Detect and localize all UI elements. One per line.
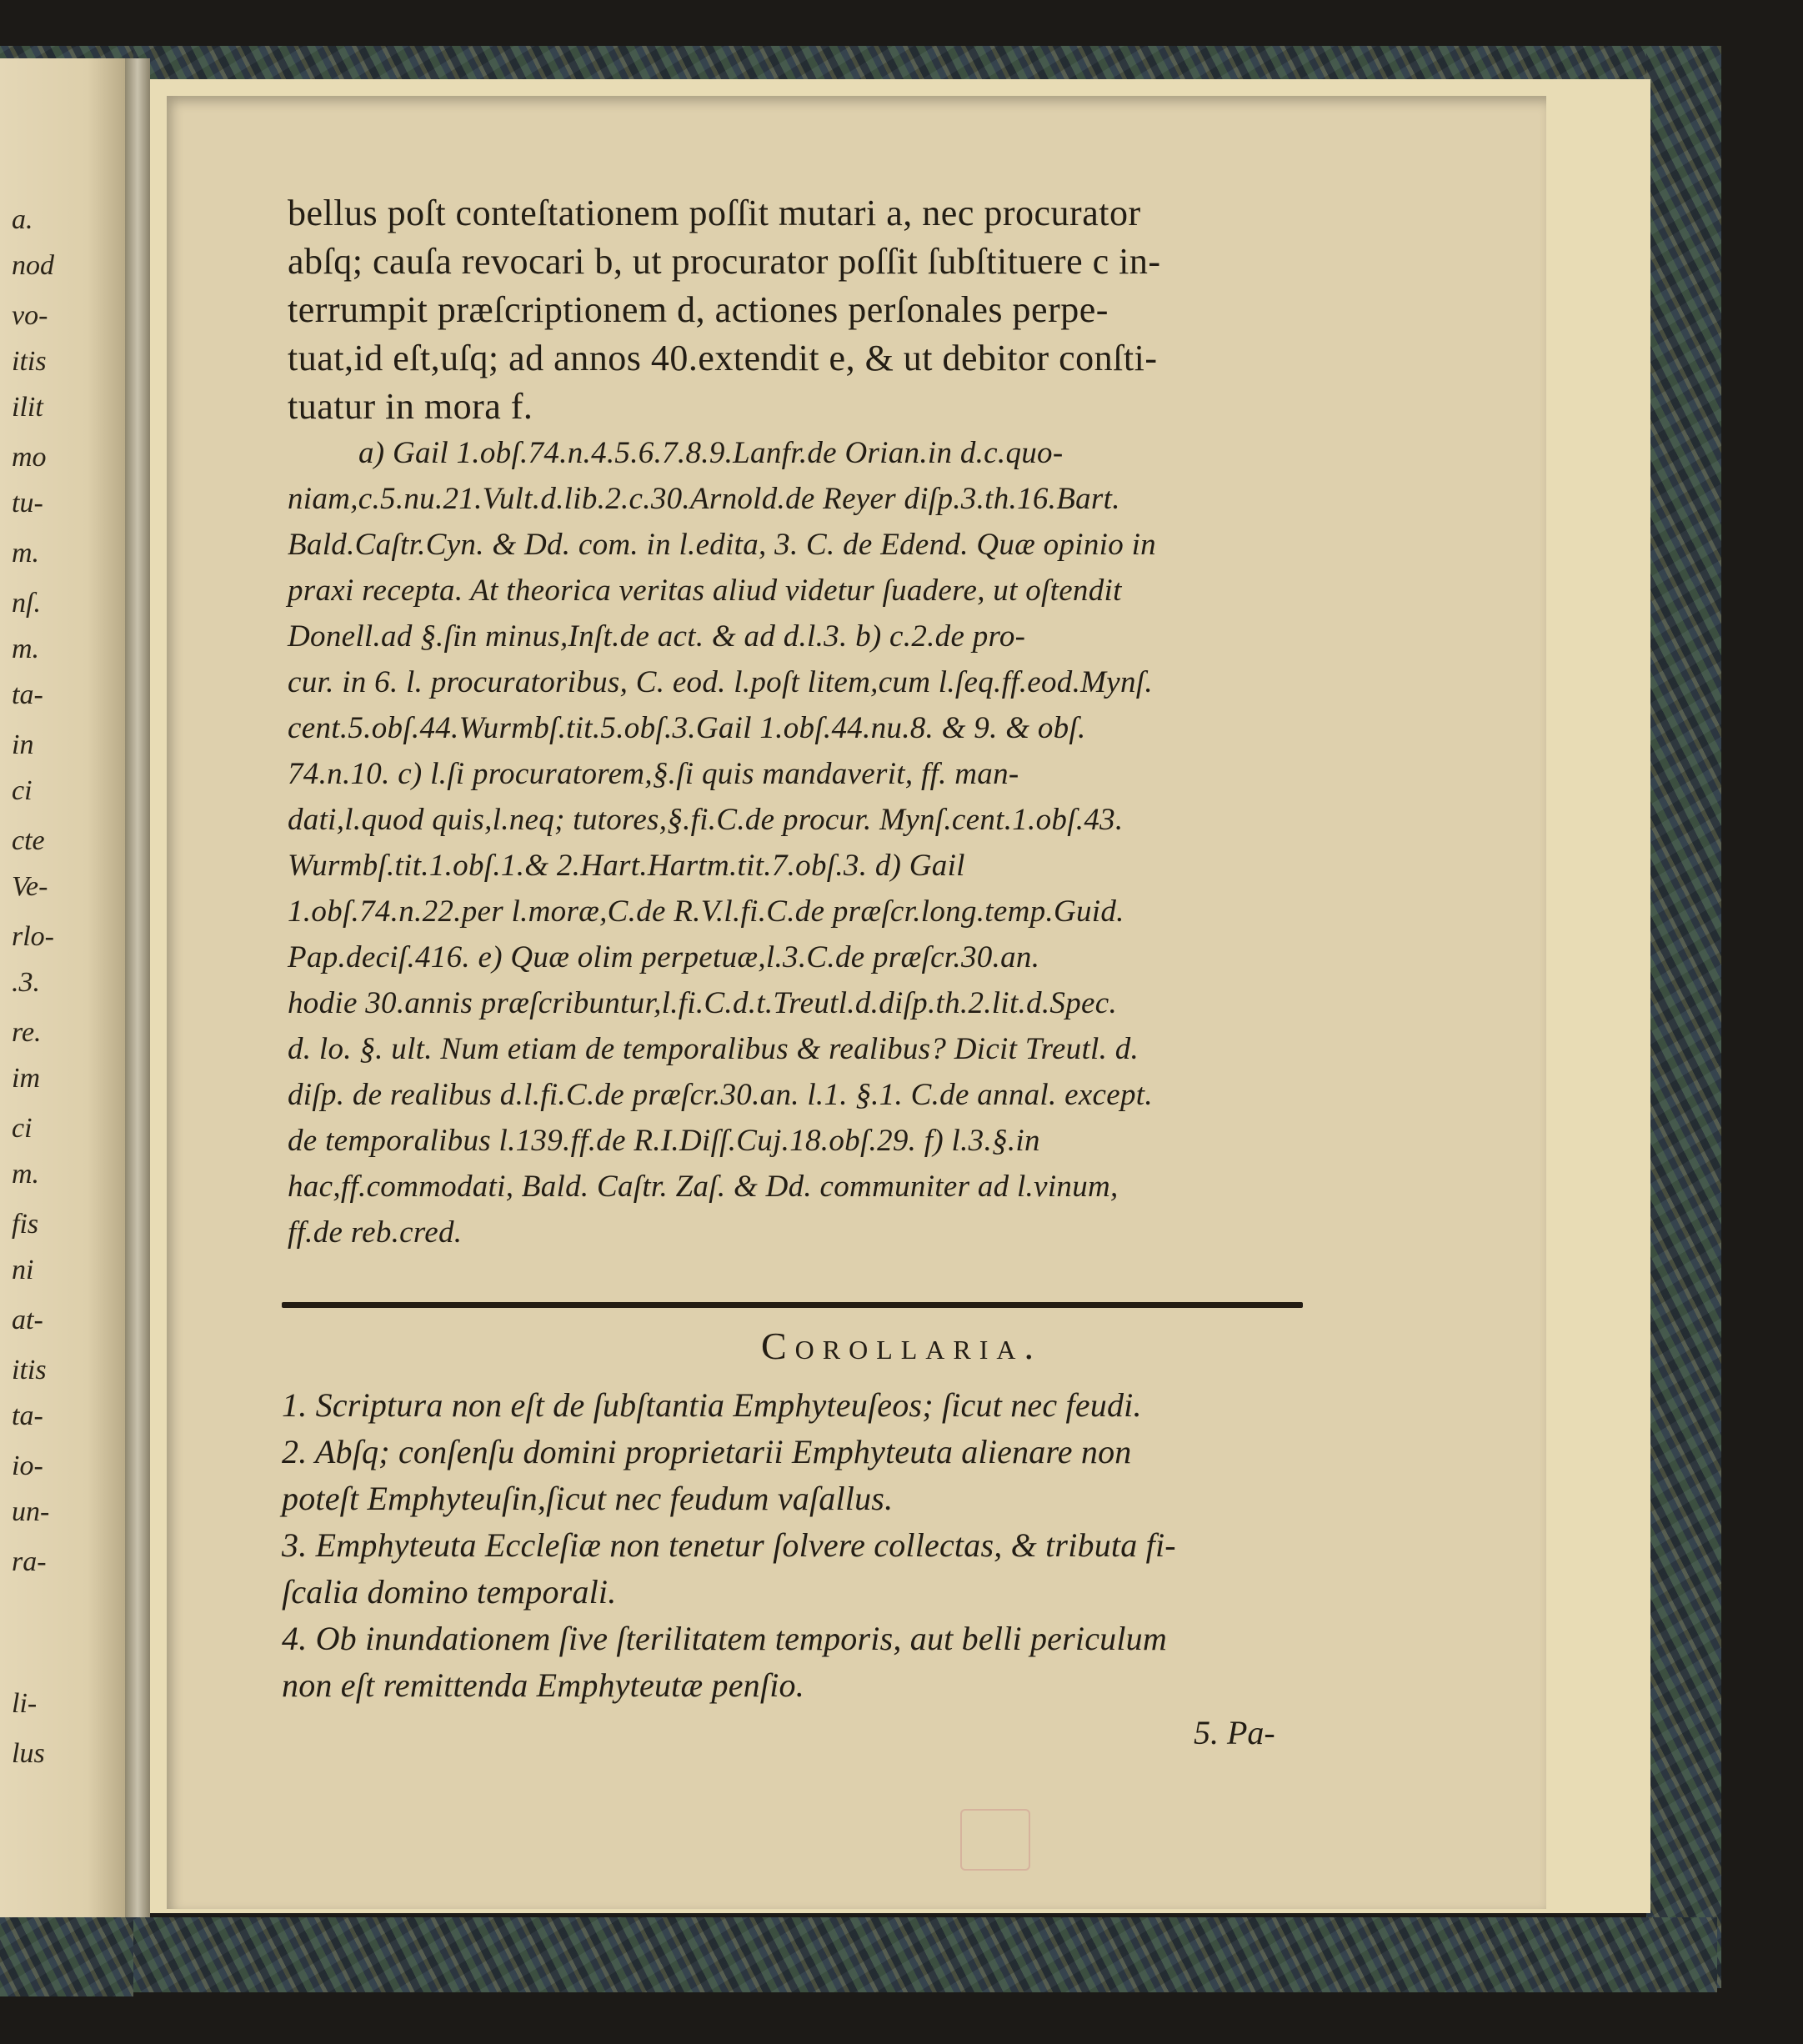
catchword: 5. Pa- (1194, 1714, 1275, 1751)
book-gutter (125, 58, 150, 1917)
body-line: tuat,id eſt,uſq; ad annos 40.extendit e, & ut debitor conſti- (288, 338, 1158, 378)
corollary-line: 1. Scriptura non eſt de ſubſtantia Emphyteuſeos; ſicut nec feudi. (282, 1386, 1142, 1424)
facing-fragment: a. (12, 204, 33, 235)
note-line: hac,ff.commodati, Bald. Caſtr. Zaſ. & Dd. communiter ad l.vinum, (288, 1170, 1119, 1204)
facing-fragment: fis (12, 1209, 39, 1240)
corollary-line: 2. Abſq; conſenſu domini proprietarii Emphyteuta alienare non (282, 1433, 1132, 1470)
body-line: abſq; cauſa revocari b, ut procurator poſſit ſubſtituere c in- (288, 241, 1161, 282)
facing-fragment: io- (12, 1450, 43, 1481)
corollaria-title: Corollaria. (760, 1325, 1043, 1367)
facing-fragment: vo- (12, 300, 48, 331)
body-line: terrumpit præſcriptionem d, actiones perſonales perpe- (288, 289, 1109, 330)
body-line: tuatur in mora f. (288, 386, 533, 427)
facing-fragment: nſ. (12, 588, 41, 619)
note-line: d. lo. §. ult. Num etiam de temporalibus & realibus? Dicit Treutl. d. (288, 1032, 1139, 1066)
note-line: Pap.deciſ.416. e) Quæ olim perpetuæ,l.3.C.de præſcr.30.an. (288, 940, 1040, 974)
note-line: Wurmbſ.tit.1.obſ.1.& 2.Hart.Hartm.tit.7.obſ.3. d) Gail (288, 849, 965, 883)
note-line: niam,c.5.nu.21.Vult.d.lib.2.c.30.Arnold.de Reyer diſp.3.th.16.Bart. (288, 482, 1120, 516)
note-line: a) Gail 1.obſ.74.n.4.5.6.7.8.9.Lanfr.de Orian.in d.c.quo- (358, 436, 1064, 470)
facing-fragment: in (12, 729, 34, 760)
note-line: cent.5.obſ.44.Wurmbſ.tit.5.obſ.3.Gail 1.obſ.44.nu.8. & 9. & obſ. (288, 711, 1086, 745)
corollary-line: 3. Emphyteuta Eccleſiæ non tenetur ſolvere collectas, & tributa fi- (282, 1526, 1176, 1564)
facing-fragment: ra- (12, 1546, 47, 1577)
note-line: hodie 30.annis præſcribuntur,l.fi.C.d.t.Treutl.d.diſp.th.2.lit.d.Spec. (288, 986, 1118, 1020)
note-line: 1.obſ.74.n.22.per l.moræ,C.de R.V.l.fi.C.de præſcr.long.temp.Guid. (288, 894, 1124, 929)
note-line: de temporalibus l.139.ff.de R.I.Diſſ.Cuj.18.obſ.29. f) l.3.§.in (288, 1124, 1040, 1158)
facing-fragment: ci (12, 775, 33, 806)
corollary-line: ſcalia domino temporali. (282, 1573, 617, 1611)
note-line: ff.de reb.cred. (288, 1215, 463, 1250)
facing-fragment: .3. (12, 967, 40, 998)
corollary-line: poteſt Emphyteuſin,ſicut nec feudum vaſallus. (282, 1480, 894, 1517)
note-line: praxi recepta. At theorica veritas aliud videtur ſuadere, ut oſtendit (288, 574, 1122, 608)
corollary-line: non eſt remittenda Emphyteutæ penſio. (282, 1666, 804, 1704)
body-line: bellus poſt conteſtationem poſſit mutari a, nec procurator (288, 193, 1141, 233)
facing-fragment: tu- (12, 488, 43, 519)
marbled-board-bottom (133, 1917, 1717, 1992)
corollary-line: 4. Ob inundationem ſive ſterilitatem temporis, aut belli periculum (282, 1620, 1167, 1657)
facing-fragment: ta- (12, 1400, 43, 1431)
note-line: Donell.ad §.ſin minus,Inſt.de act. & ad d.l.3. b) c.2.de pro- (288, 619, 1026, 654)
facing-fragment: Ve- (12, 871, 48, 902)
facing-fragment: im (12, 1063, 40, 1094)
note-line: 74.n.10. c) l.ſi procuratorem,§.ſi quis mandaverit, ff. man- (288, 757, 1019, 791)
note-line: cur. in 6. l. procuratoribus, C. eod. l.poſt litem,cum l.ſeq.ff.eod.Mynſ. (288, 665, 1153, 699)
facing-fragment: m. (12, 1159, 40, 1190)
facing-fragment: m. (12, 634, 40, 664)
note-line: dati,l.quod quis,l.neq; tutores,§.fi.C.de procur. Mynſ.cent.1.obſ.43. (288, 803, 1124, 837)
facing-fragment: ci (12, 1113, 33, 1144)
facing-page (0, 58, 125, 1917)
facing-fragment: itis (12, 346, 47, 377)
facing-fragment: li- (12, 1688, 38, 1719)
facing-fragment: ta- (12, 679, 43, 710)
facing-fragment: itis (12, 1355, 47, 1385)
note-line: Bald.Caſtr.Cyn. & Dd. com. in l.edita, 3. C. de Edend. Quæ opinio in (288, 528, 1156, 562)
facing-fragment: nod (12, 250, 54, 281)
faint-library-stamp (960, 1809, 1030, 1871)
section-rule (282, 1302, 1303, 1308)
facing-fragment: re. (12, 1017, 42, 1048)
note-line: diſp. de realibus d.l.fi.C.de præſcr.30.an. l.1. §.1. C.de annal. except. (288, 1078, 1153, 1112)
facing-fragment: rlo- (12, 921, 54, 952)
facing-fragment: cte (12, 825, 45, 856)
facing-fragment: un- (12, 1496, 50, 1527)
facing-fragment: lus (12, 1738, 45, 1769)
marbled-board-right (1646, 46, 1721, 1988)
facing-fragment: m. (12, 538, 40, 569)
facing-fragment: mo (12, 442, 47, 473)
facing-fragment: at- (12, 1305, 43, 1335)
facing-fragment: ilit (12, 392, 43, 423)
facing-fragment: ni (12, 1255, 34, 1285)
